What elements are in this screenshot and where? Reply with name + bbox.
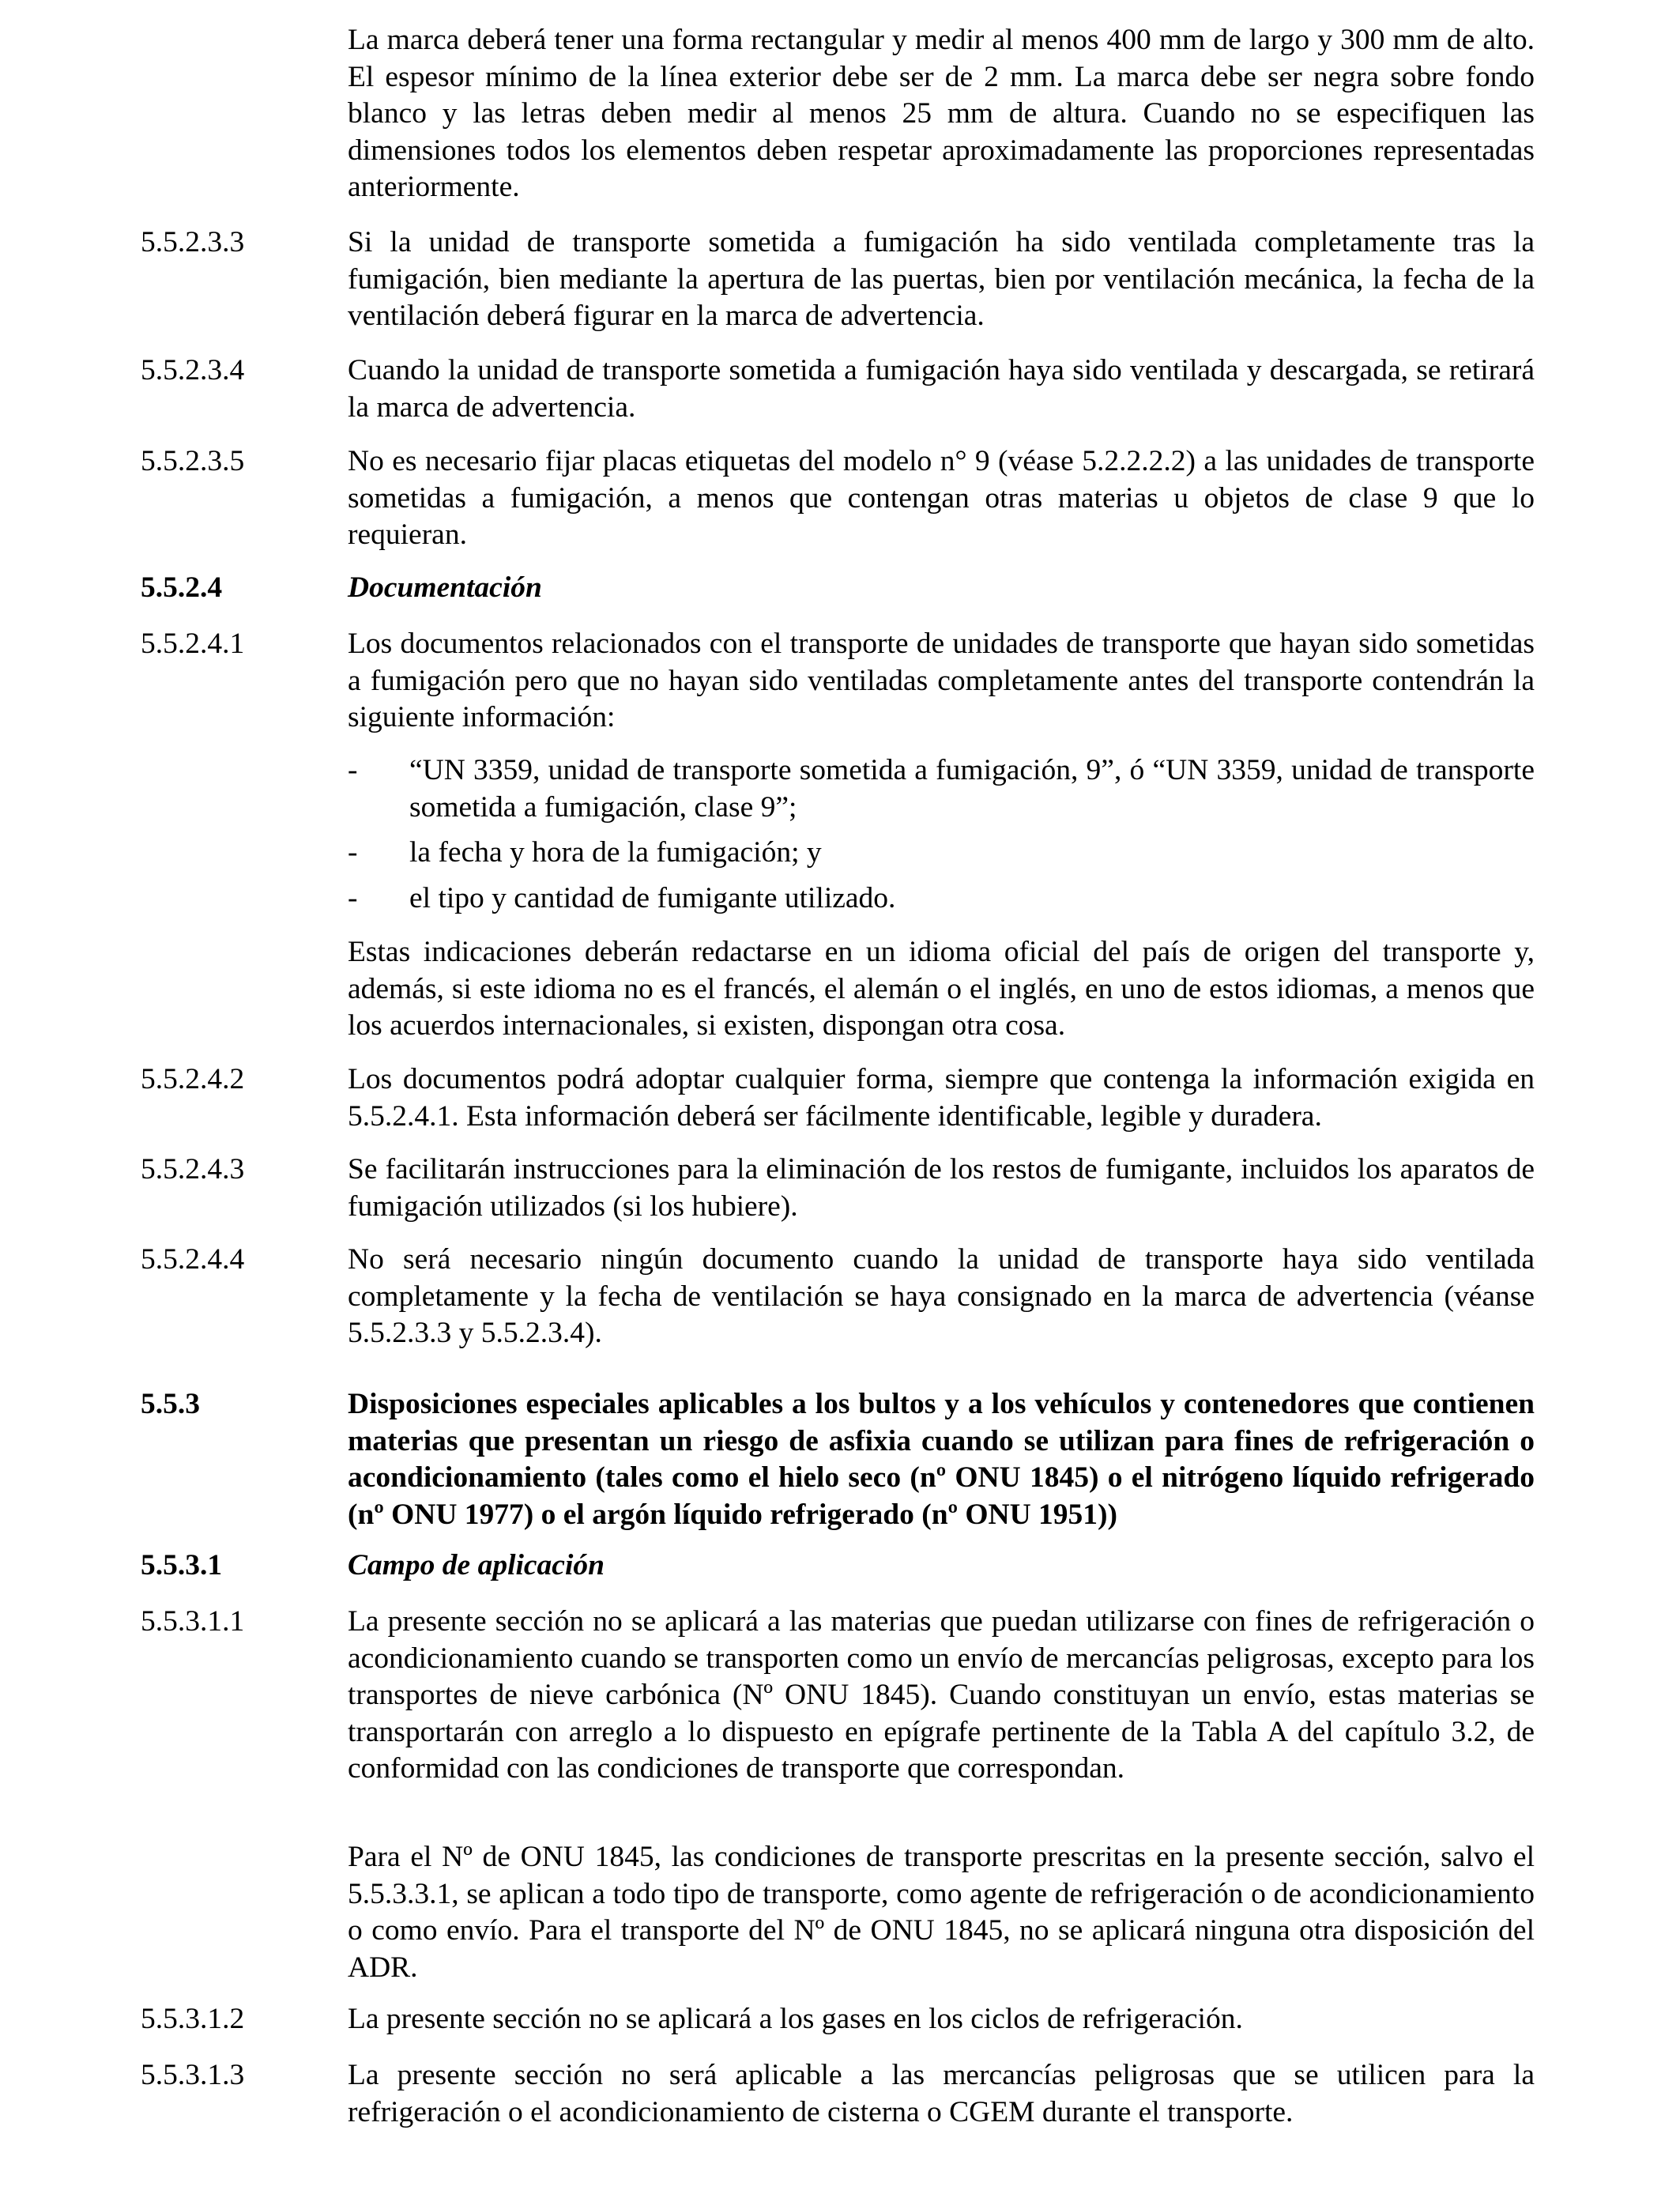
section-text-5-5-2-4-3: Se facilitarán instrucciones para la eliminación de los restos de fumigante, incluidos los aparatos de fumigación utilizados (si los hubiere). (348, 1153, 1535, 1223)
section-number-5-5-3-1-2: 5.5.3.1.2 (141, 2003, 245, 2035)
bullet-item-3: el tipo y cantidad de fumigante utilizado. (409, 882, 896, 914)
section-number-5-5-2-3-5: 5.5.2.3.5 (141, 445, 245, 477)
section-text-5-5-2-4-1: Los documentos relacionados con el transporte de unidades de transporte que hayan sido sometidas a fumigación pero que no hayan sido ventiladas completamente antes del transporte contendrán la siguiente información: (348, 628, 1535, 733)
section-number-5-5-3-1-1: 5.5.3.1.1 (141, 1605, 245, 1638)
bullet-item-1: “UN 3359, unidad de transporte sometida a fumigación, 9”, ó “UN 3359, unidad de transporte sometida a fumigación, clase 9”; (409, 754, 1535, 824)
section-number-5-5-2-4-1: 5.5.2.4.1 (141, 628, 245, 660)
section-text-5-5-2-4-2: Los documentos podrá adoptar cualquier forma, siempre que contenga la información exigida en 5.5.2.4.1. Esta información deberá ser fácilmente identificable, legible y duradera. (348, 1063, 1535, 1133)
section-title-documentacion: Documentación (348, 571, 542, 604)
section-title-campo-de-aplicacion: Campo de aplicación (348, 1549, 605, 1581)
section-text-5-5-2-4-4: No será necesario ningún documento cuando la unidad de transporte haya sido ventilada completamente y la fecha de ventilación se haya consignado en la marca de advertencia (véanse 5.5.2.3.3 y 5.5.2.3.4). (348, 1243, 1535, 1349)
bullet-item-2: la fecha y hora de la fumigación; y (409, 836, 822, 869)
section-text-5-5-3-1-2: La presente sección no se aplicará a los gases en los ciclos de refrigeración. (348, 2003, 1243, 2035)
bullet-dash-1: - (348, 754, 358, 786)
section-number-5-5-3-1: 5.5.3.1 (141, 1549, 223, 1581)
section-text-5-5-2-3-5: No es necesario fijar placas etiquetas del modelo n° 9 (véase 5.2.2.2.2) a las unidades de transporte sometidas a fumigación, a menos que contengan otras materias u objetos de clase 9 que lo requieran. (348, 445, 1535, 551)
section-number-5-5-2-4-4: 5.5.2.4.4 (141, 1243, 245, 1276)
section-title-5-5-3: Disposiciones especiales aplicables a los bultos y a los vehículos y contenedores que contienen materias que presentan un riesgo de asfixia cuando se utilizan para fines de refrigeración o acondicionamiento (tales como el hielo seco (nº ONU 1845) o el nitrógeno líquido refrigerado (nº ONU 1977) o el argón líquido refrigerado (nº ONU 1951)) (348, 1388, 1535, 1531)
section-number-5-5-2-3-3: 5.5.2.3.3 (141, 226, 245, 258)
section-number-5-5-3: 5.5.3 (141, 1388, 200, 1420)
section-number-5-5-2-4: 5.5.2.4 (141, 571, 223, 604)
section-text-5-5-2-3-3: Si la unidad de transporte sometida a fumigación ha sido ventilada completamente tras la fumigación, bien mediante la apertura de las puertas, bien por ventilación mecánica, la fecha de la ventilación deberá figurar en la marca de advertencia. (348, 226, 1535, 332)
section-number-5-5-3-1-3: 5.5.3.1.3 (141, 2059, 245, 2091)
section-number-5-5-2-4-2: 5.5.2.4.2 (141, 1063, 245, 1095)
section-text-5-5-3-1-1: La presente sección no se aplicará a las materias que puedan utilizarse con fines de refrigeración o acondicionamiento cuando se transporten como un envío de mercancías peligrosas, excepto para los transportes de nieve carbónica (Nº ONU 1845). Cuando constituyan un envío, estas materias se transportarán con arreglo a lo dispuesto en epígrafe pertinente de la Tabla A del capítulo 3.2, de conformidad con las condiciones de transporte que correspondan. (348, 1605, 1535, 1785)
section-text-5-5-2-3-4: Cuando la unidad de transporte sometida a fumigación haya sido ventilada y descargada, se retirará la marca de advertencia. (348, 354, 1535, 424)
section-number-5-5-2-3-4: 5.5.2.3.4 (141, 354, 245, 386)
section-text-5-5-2-4-1-after: Estas indicaciones deberán redactarse en un idioma oficial del país de origen del transporte y, además, si este idioma no es el francés, el alemán o el inglés, en uno de estos idiomas, a menos que los acuerdos internacionales, si existen, dispongan otra cosa. (348, 936, 1535, 1042)
bullet-dash-2: - (348, 836, 358, 869)
section-text-5-5-3-1-1-after: Para el Nº de ONU 1845, las condiciones de transporte prescritas en la presente sección, salvo el 5.5.3.3.1, se aplican a todo tipo de transporte, como agente de refrigeración o de acondicionamiento o como envío. Para el transporte del Nº de ONU 1845, no se aplicará ninguna otra disposición del ADR. (348, 1841, 1535, 1984)
intro-paragraph: La marca deberá tener una forma rectangular y medir al menos 400 mm de largo y 300 mm de alto. El espesor mínimo de la línea exterior debe ser de 2 mm. La marca debe ser negra sobre fondo blanco y las letras deben medir al menos 25 mm de altura. Cuando no se especifiquen las dimensiones todos los elementos deben respetar aproximadamente las proporciones representadas anteriormente. (348, 24, 1535, 203)
bullet-dash-3: - (348, 882, 358, 914)
section-text-5-5-3-1-3: La presente sección no será aplicable a las mercancías peligrosas que se utilicen para la refrigeración o el acondicionamiento de cisterna o CGEM durante el transporte. (348, 2059, 1535, 2128)
section-number-5-5-2-4-3: 5.5.2.4.3 (141, 1153, 245, 1186)
